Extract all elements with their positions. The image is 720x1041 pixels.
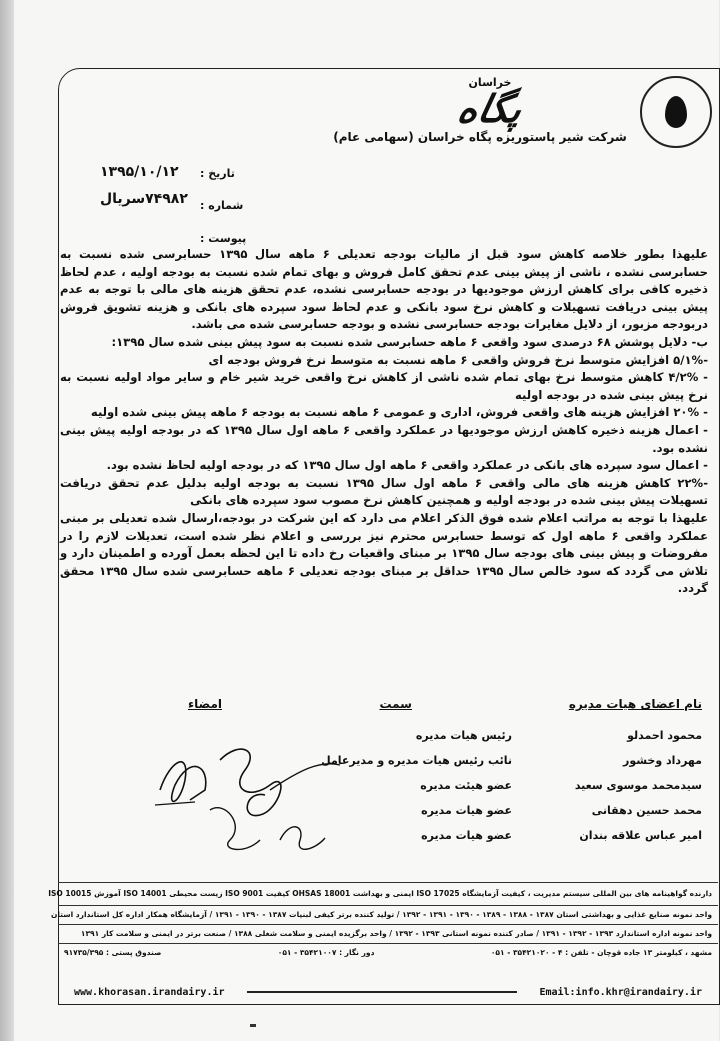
scan-edge: [0, 0, 14, 1041]
number-label: شماره :: [200, 199, 244, 212]
divider: [247, 991, 518, 993]
email-link[interactable]: Email:info.khr@irandairy.ir: [539, 986, 702, 998]
roles-header: سمت: [379, 697, 412, 711]
member-role: رئیس هیات مدیره: [415, 729, 512, 742]
member-role: عضو هیات مدیره: [421, 829, 512, 842]
number-value: ۷۴۹۸۲سریال: [100, 191, 188, 207]
web-contact-bar: [58, 985, 718, 999]
milk-drop-icon: [665, 96, 687, 128]
sign-column: [152, 697, 222, 723]
paragraph: - ۴/۲% کاهش متوسط نرخ بهای تمام شده ناشی از کاهش نرخ واقعی خرید شیر خام و سایر مواد اولیه نسبت به نرخ پیش بینی شده در بودجه اولیه: [60, 370, 708, 402]
date-label: تاریخ :: [200, 167, 235, 180]
sign-header: امضاء: [187, 697, 222, 711]
handwritten-signatures: [150, 730, 350, 870]
names-column: [522, 697, 702, 848]
brand-logo: [425, 76, 555, 129]
paragraph: ب- دلایل پوشش ۶۸ درصدی سود واقعی ۶ ماهه حسابرسی شده نسبت به سود پیش بینی شده سال ۱۳۹۵:: [111, 334, 708, 349]
member-name: امیر عباس علاقه بندان: [579, 829, 702, 842]
names-header: نام اعضای هیات مدیره: [568, 697, 702, 711]
footer-address: مشهد ، کیلومتر ۱۳ جاده قوچان - تلفن : ۴ - ۳۵۴۲۱۰۲۰ - ۰۵۱: [490, 948, 712, 957]
paragraph: - ۲۰% افزایش هزینه های واقعی فروش، اداری و عمومی ۶ ماهه نسبت به بودجه ۶ ماهه پیش بینی شده اولیه: [90, 405, 708, 420]
paragraph: - اعمال سود سپرده های بانکی در عملکرد واقعی ۶ ماهه اول سال ۱۳۹۵ که در بودجه اولیه لحاظ نشده بود.: [106, 458, 708, 473]
member-name: محمد حسین دهقانی: [591, 804, 702, 817]
member-role: عضو هیات مدیره: [421, 804, 512, 817]
footer-certifications: دارنده گواهینامه های بین المللی سیستم مدیریت ، کیفیت آزمایشگاه ISO 17025 ایمنی و بهداشت OHSAS 18001 کیفیت ISO 9001 زیست محیطی ISO 14001 آموزش ISO 10015: [58, 882, 718, 905]
paragraph: -۲۲% کاهش هزینه های مالی واقعی ۶ ماهه اول سال ۱۳۹۵ نسبت به بودجه اولیه بدلیل عدم تحقق دریافت تسهیلات پیش بینی شده در بودجه اولیه و همچنین کاهش نرخ مصوب سود سپرده های بانکی: [60, 475, 708, 508]
letterhead-footer: [48, 882, 718, 962]
brand-region: خراسان: [468, 76, 512, 89]
brand-name: پگاه: [453, 87, 527, 131]
member-name: مهرداد وخشور: [623, 754, 702, 767]
paragraph: علیهذا با توجه به مراتب اعلام شده فوق الذکر اعلام می دارد که این شرکت در بودجه،ارسال شده تعدیلی بر مبنی عملکرد واقعی ۶ ماهه اول که توسط حسابرس محترم نیز بررسی و اعلام نظر شده است، تعدیلات لازم را در مفروضات و پیش بینی های بودجه سال ۱۳۹۵ بر مبنای واقعیات رخ داده تا این لحظه بعمل آورده و اطمینان دارد و تلاش می گردد که سود خالص سال ۱۳۹۵ حداقل بر مبنای بودجه تعدیلی ۶ ماهه حسابرسی شده سال ۱۳۹۵ محقق گردد.: [60, 510, 709, 596]
member-name: محمود احمدلو: [627, 729, 702, 742]
paragraph: علیهذا بطور خلاصه کاهش سود قبل از مالیات بودجه تعدیلی ۶ ماهه سال ۱۳۹۵ حسابرسی شده نسبت به حسابرسی نشده ، ناشی از پیش بینی عدم تحقق کامل فروش و بهای تمام شده نسبت به بودجه اولیه ، عدم لحاظ ذخیره کافی برای کاهش ارزش موجودیها در بودجه حسابرسی نشده، عدم تحقق هزینه های مالی با توجه به عدم پیش بینی دریافت تسهیلات و کاهش نرخ سود بانکی و عدم لحاظ سود سپرده های بانکی و هزینه تشویق فروش دربودجه مزبور، از دلایل مغایرات بودجه حسابرسی نشده و بودجه حسابرسی شده می باشد.: [60, 247, 708, 332]
footer-awards-2: واحد نمونه اداره استاندارد ۱۳۹۳ - ۱۳۹۲ - ۱۳۹۱ / صادر کننده نمونه استانی ۱۳۹۳ - ۱۳۹۲ / واحد برگزیده ایمنی و سلامت شغلی ۱۳۸۸ / صنعت برتر در ایمنی و سلامت کار ۱۳۹۱: [58, 924, 718, 943]
company-seal-logo: [640, 76, 712, 148]
footer-awards: واحد نمونه صنایع غذایی و بهداشتی استان ۱۳۸۷ - ۱۳۸۸ - ۱۳۸۹ - ۱۳۹۰ - ۱۳۹۱ - ۱۳۹۲ / تولید کننده برتر کیفی لبنیات ۱۳۸۷ - ۱۳۹۰ - ۱۳۹۱ / آزمایشگاه همکار اداره کل استاندارد استان: [58, 905, 718, 924]
attachment-label: پیوست :: [200, 232, 247, 245]
company-name: شرکت شیر پاستوریزه پگاه خراسان (سهامی عام): [333, 130, 627, 144]
footer-pobox: صندوق پستی : ۹۱۷۳۵/۳۹۵: [64, 948, 162, 957]
footer-fax: دور نگار : ۳۵۴۲۱۰۰۷ - ۰۵۱: [277, 948, 375, 957]
paragraph: -۵/۱% افزایش متوسط نرخ فروش واقعی ۶ ماهه نسبت به متوسط نرخ فروش بودجه ای: [208, 352, 708, 367]
date-value: ۱۳۹۵/۱۰/۱۲: [100, 164, 179, 180]
letter-body: [60, 246, 708, 598]
paragraph: - اعمال هزینه ذخیره کاهش ارزش موجودیها در عملکرد واقعی ۶ ماهه اول سال ۱۳۹۵ که در بودجه اولیه پیش بینی نشده بود.: [60, 422, 708, 455]
member-role: نائب رئیس هیات مدیره و مدیرعامل: [321, 754, 512, 767]
scan-mark: [250, 1024, 256, 1027]
footer-contact: [58, 943, 718, 962]
member-name: سیدمحمد موسوی سعید: [574, 779, 702, 792]
website-link[interactable]: www.khorasan.irandairy.ir: [74, 986, 225, 998]
member-role: عضو هیئت مدیره: [420, 779, 512, 792]
